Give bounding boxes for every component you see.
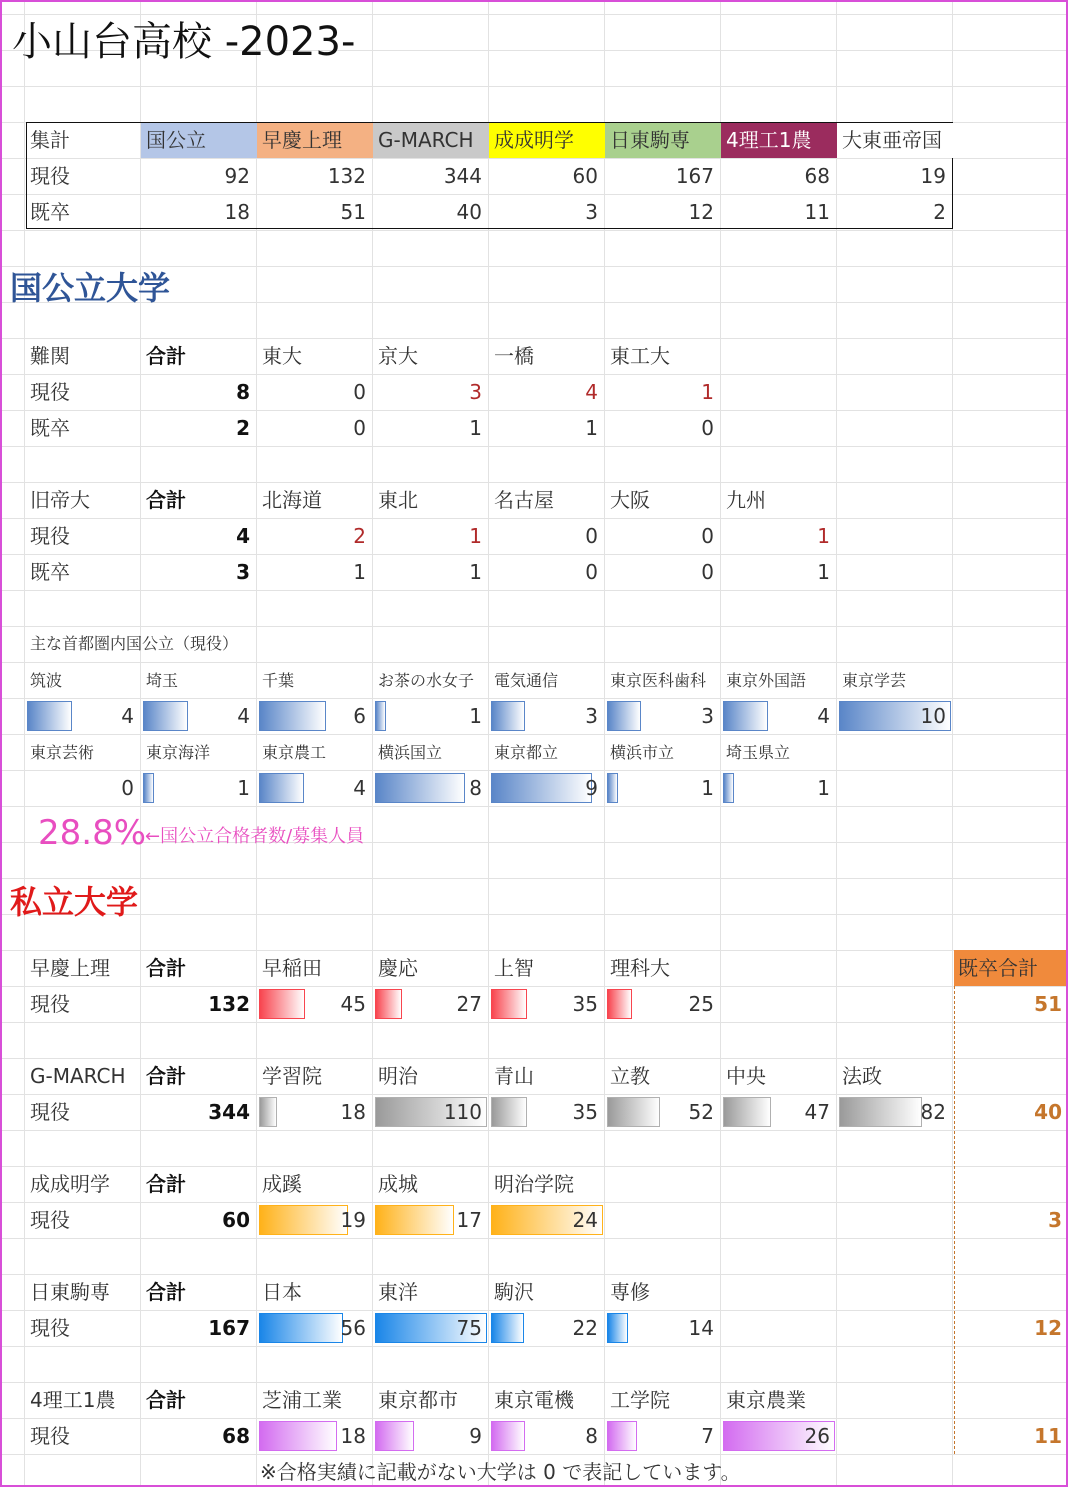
metro-label-metro_row2-6: 埼玉県立 <box>726 743 791 762</box>
difficult-graduate-0: 0 <box>353 416 366 440</box>
private-school-4-2: 東京電機 <box>494 1388 574 1412</box>
private-value-1-5: 82 <box>920 1100 946 1124</box>
imperial-row-current: 現役 <box>30 524 70 548</box>
private-value-3-0: 56 <box>340 1316 366 1340</box>
difficult-total-graduate: 2 <box>236 416 250 440</box>
graduate-total-2: 3 <box>1048 1208 1062 1232</box>
private-school-2-1: 成城 <box>378 1172 418 1196</box>
private-group-2: 成成明学 <box>30 1172 110 1196</box>
summary-current-6: 19 <box>920 164 946 188</box>
metro-label-metro_row1-7: 東京学芸 <box>842 671 907 690</box>
metro-value-metro_row2-0: 0 <box>121 776 134 800</box>
imperial-current-3: 0 <box>701 524 714 548</box>
summary-row-graduate: 既卒 <box>30 200 70 224</box>
metro-value-metro_row1-3: 1 <box>469 704 482 728</box>
page-title: 小山台高校 -2023- <box>12 19 356 65</box>
private-school-0-3: 理科大 <box>610 956 670 980</box>
ratio-value: 28.8% <box>38 813 147 853</box>
summary-current-5: 68 <box>804 164 830 188</box>
metro-value-metro_row2-4: 9 <box>585 776 598 800</box>
private-row-label-4: 現役 <box>30 1424 70 1448</box>
metro-value-metro_row1-7: 10 <box>920 704 946 728</box>
summary-graduate-2: 40 <box>456 200 482 224</box>
national-heading: 国公立大学 <box>10 269 171 307</box>
summary-current-4: 167 <box>675 164 714 188</box>
summary-col-2: G-MARCH <box>378 128 474 152</box>
private-group-0: 早慶上理 <box>30 956 110 980</box>
private-school-3-3: 専修 <box>610 1280 650 1304</box>
private-heading: 私立大学 <box>10 883 139 921</box>
private-value-2-2: 24 <box>572 1208 598 1232</box>
imperial-graduate-4: 1 <box>817 560 830 584</box>
private-value-1-0: 18 <box>340 1100 366 1124</box>
private-school-4-3: 工学院 <box>610 1388 670 1412</box>
difficult-school-2: 一橋 <box>494 344 534 368</box>
private-school-1-4: 中央 <box>726 1064 766 1088</box>
private-total-2: 60 <box>222 1208 250 1232</box>
metro-value-metro_row1-5: 3 <box>701 704 714 728</box>
imperial-graduate-3: 0 <box>701 560 714 584</box>
metro-label-metro_row2-5: 横浜市立 <box>610 743 675 762</box>
metro-label-metro_row2-0: 東京芸術 <box>30 743 95 762</box>
difficult-current-2: 4 <box>585 380 598 404</box>
metro-label-metro_row1-5: 東京医科歯科 <box>610 671 707 690</box>
imperial-school-1: 東北 <box>378 488 418 512</box>
private-row-label-0: 現役 <box>30 992 70 1016</box>
private-row-label-1: 現役 <box>30 1100 70 1124</box>
metro-label-metro_row2-4: 東京都立 <box>494 743 559 762</box>
difficult-graduate-2: 1 <box>585 416 598 440</box>
graduate-total-1: 40 <box>1034 1100 1062 1124</box>
summary-current-2: 344 <box>443 164 482 188</box>
private-school-4-0: 芝浦工業 <box>262 1388 342 1412</box>
graduate-total-header: 既卒合計 <box>958 956 1038 980</box>
imperial-total-graduate: 3 <box>236 560 250 584</box>
metro-value-metro_row2-5: 1 <box>701 776 714 800</box>
private-school-0-2: 上智 <box>494 956 534 980</box>
private-school-1-3: 立教 <box>610 1064 650 1088</box>
summary-col-5: 4理工1農 <box>726 128 812 152</box>
private-value-0-0: 45 <box>340 992 366 1016</box>
private-value-4-4: 26 <box>804 1424 830 1448</box>
private-total-label-3: 合計 <box>146 1280 186 1304</box>
private-school-2-0: 成蹊 <box>262 1172 302 1196</box>
private-school-3-2: 駒沢 <box>494 1280 534 1304</box>
private-row-label-3: 現役 <box>30 1316 70 1340</box>
private-row-label-2: 現役 <box>30 1208 70 1232</box>
private-school-0-1: 慶応 <box>378 956 418 980</box>
summary-col-3: 成成明学 <box>494 128 574 152</box>
metro-label-metro_row1-4: 電気通信 <box>494 671 559 690</box>
metro-label-metro_row1-6: 東京外国語 <box>726 671 807 690</box>
summary-graduate-3: 3 <box>585 200 598 224</box>
private-total-1: 344 <box>208 1100 250 1124</box>
metro-value-metro_row1-0: 4 <box>121 704 134 728</box>
difficult-group: 難関 <box>30 344 70 368</box>
private-value-2-1: 17 <box>456 1208 482 1232</box>
private-school-1-0: 学習院 <box>262 1064 322 1088</box>
private-school-3-1: 東洋 <box>378 1280 418 1304</box>
imperial-graduate-1: 1 <box>469 560 482 584</box>
metro-value-metro_row2-3: 8 <box>469 776 482 800</box>
metro-value-metro_row1-2: 6 <box>353 704 366 728</box>
private-school-1-2: 青山 <box>494 1064 534 1088</box>
private-school-1-1: 明治 <box>378 1064 418 1088</box>
difficult-graduate-3: 0 <box>701 416 714 440</box>
imperial-total-label: 合計 <box>146 488 186 512</box>
imperial-school-4: 九州 <box>726 488 766 512</box>
summary-graduate-1: 51 <box>340 200 366 224</box>
metro-label-metro_row1-0: 筑波 <box>30 671 63 690</box>
private-group-1: G-MARCH <box>30 1064 126 1088</box>
imperial-graduate-2: 0 <box>585 560 598 584</box>
summary-graduate-5: 11 <box>804 200 830 224</box>
private-value-1-2: 35 <box>572 1100 598 1124</box>
imperial-row-graduate: 既卒 <box>30 560 70 584</box>
summary-current-0: 92 <box>224 164 250 188</box>
private-value-2-0: 19 <box>340 1208 366 1232</box>
ratio-note: ←国公立合格者数/募集人員 <box>145 826 365 847</box>
summary-graduate-6: 2 <box>933 200 946 224</box>
metro-value-metro_row2-2: 4 <box>353 776 366 800</box>
imperial-total-current: 4 <box>236 524 250 548</box>
imperial-school-3: 大阪 <box>610 488 650 512</box>
difficult-school-3: 東工大 <box>610 344 670 368</box>
metro-value-metro_row1-4: 3 <box>585 704 598 728</box>
metro-value-metro_row1-6: 4 <box>817 704 830 728</box>
private-group-4: 4理工1農 <box>30 1388 116 1412</box>
metro-label-metro_row2-1: 東京海洋 <box>146 743 211 762</box>
summary-row-current: 現役 <box>30 164 70 188</box>
summary-current-1: 132 <box>327 164 366 188</box>
summary-graduate-4: 12 <box>688 200 714 224</box>
summary-header: 集計 <box>30 128 70 152</box>
private-school-3-0: 日本 <box>262 1280 302 1304</box>
graduate-total-3: 12 <box>1034 1316 1062 1340</box>
imperial-school-0: 北海道 <box>262 488 322 512</box>
summary-current-3: 60 <box>572 164 598 188</box>
imperial-current-4: 1 <box>817 524 830 548</box>
difficult-graduate-1: 1 <box>469 416 482 440</box>
imperial-current-2: 0 <box>585 524 598 548</box>
difficult-row-current: 現役 <box>30 380 70 404</box>
graduate-total-4: 11 <box>1034 1424 1062 1448</box>
private-value-4-0: 18 <box>340 1424 366 1448</box>
private-school-2-2: 明治学院 <box>494 1172 574 1196</box>
imperial-current-1: 1 <box>469 524 482 548</box>
private-total-label-1: 合計 <box>146 1064 186 1088</box>
difficult-current-1: 3 <box>469 380 482 404</box>
private-value-3-2: 22 <box>572 1316 598 1340</box>
private-total-3: 167 <box>208 1316 250 1340</box>
summary-col-6: 大東亜帝国 <box>842 128 942 152</box>
difficult-row-graduate: 既卒 <box>30 416 70 440</box>
private-value-4-3: 7 <box>701 1424 714 1448</box>
private-total-4: 68 <box>222 1424 250 1448</box>
private-total-label-2: 合計 <box>146 1172 186 1196</box>
metro-title: 主な首都圏内国公立（現役） <box>30 634 239 653</box>
imperial-graduate-0: 1 <box>353 560 366 584</box>
private-school-0-0: 早稲田 <box>262 956 322 980</box>
difficult-school-1: 京大 <box>378 344 418 368</box>
summary-graduate-0: 18 <box>224 200 250 224</box>
private-value-1-3: 52 <box>688 1100 714 1124</box>
private-value-0-1: 27 <box>456 992 482 1016</box>
private-group-3: 日東駒専 <box>30 1280 110 1304</box>
difficult-current-3: 1 <box>701 380 714 404</box>
imperial-school-2: 名古屋 <box>494 488 554 512</box>
private-school-4-4: 東京農業 <box>726 1388 806 1412</box>
private-total-0: 132 <box>208 992 250 1016</box>
metro-label-metro_row1-3: お茶の水女子 <box>378 671 475 690</box>
difficult-total-current: 8 <box>236 380 250 404</box>
graduate-total-0: 51 <box>1034 992 1062 1016</box>
private-total-label-0: 合計 <box>146 956 186 980</box>
summary-col-1: 早慶上理 <box>262 128 342 152</box>
metro-label-metro_row2-3: 横浜国立 <box>378 743 443 762</box>
private-value-3-1: 75 <box>456 1316 482 1340</box>
metro-value-metro_row2-6: 1 <box>817 776 830 800</box>
footnote: ※合格実績に記載がない大学は 0 で表記しています。 <box>260 1460 741 1484</box>
private-school-1-5: 法政 <box>842 1064 882 1088</box>
private-school-4-1: 東京都市 <box>378 1388 458 1412</box>
private-value-1-4: 47 <box>804 1100 830 1124</box>
private-value-4-2: 8 <box>585 1424 598 1448</box>
summary-col-0: 国公立 <box>146 128 206 152</box>
metro-value-metro_row2-1: 1 <box>237 776 250 800</box>
private-value-0-2: 35 <box>572 992 598 1016</box>
summary-col-4: 日東駒専 <box>610 128 690 152</box>
metro-value-metro_row1-1: 4 <box>237 704 250 728</box>
metro-label-metro_row1-2: 千葉 <box>262 671 295 690</box>
difficult-current-0: 0 <box>353 380 366 404</box>
private-value-1-1: 110 <box>443 1100 482 1124</box>
metro-label-metro_row1-1: 埼玉 <box>146 671 179 690</box>
imperial-group: 旧帝大 <box>30 488 90 512</box>
metro-label-metro_row2-2: 東京農工 <box>262 743 327 762</box>
difficult-school-0: 東大 <box>262 344 302 368</box>
difficult-total-label: 合計 <box>146 344 186 368</box>
private-value-4-1: 9 <box>469 1424 482 1448</box>
private-value-0-3: 25 <box>688 992 714 1016</box>
imperial-current-0: 2 <box>353 524 366 548</box>
private-total-label-4: 合計 <box>146 1388 186 1412</box>
private-value-3-3: 14 <box>688 1316 714 1340</box>
